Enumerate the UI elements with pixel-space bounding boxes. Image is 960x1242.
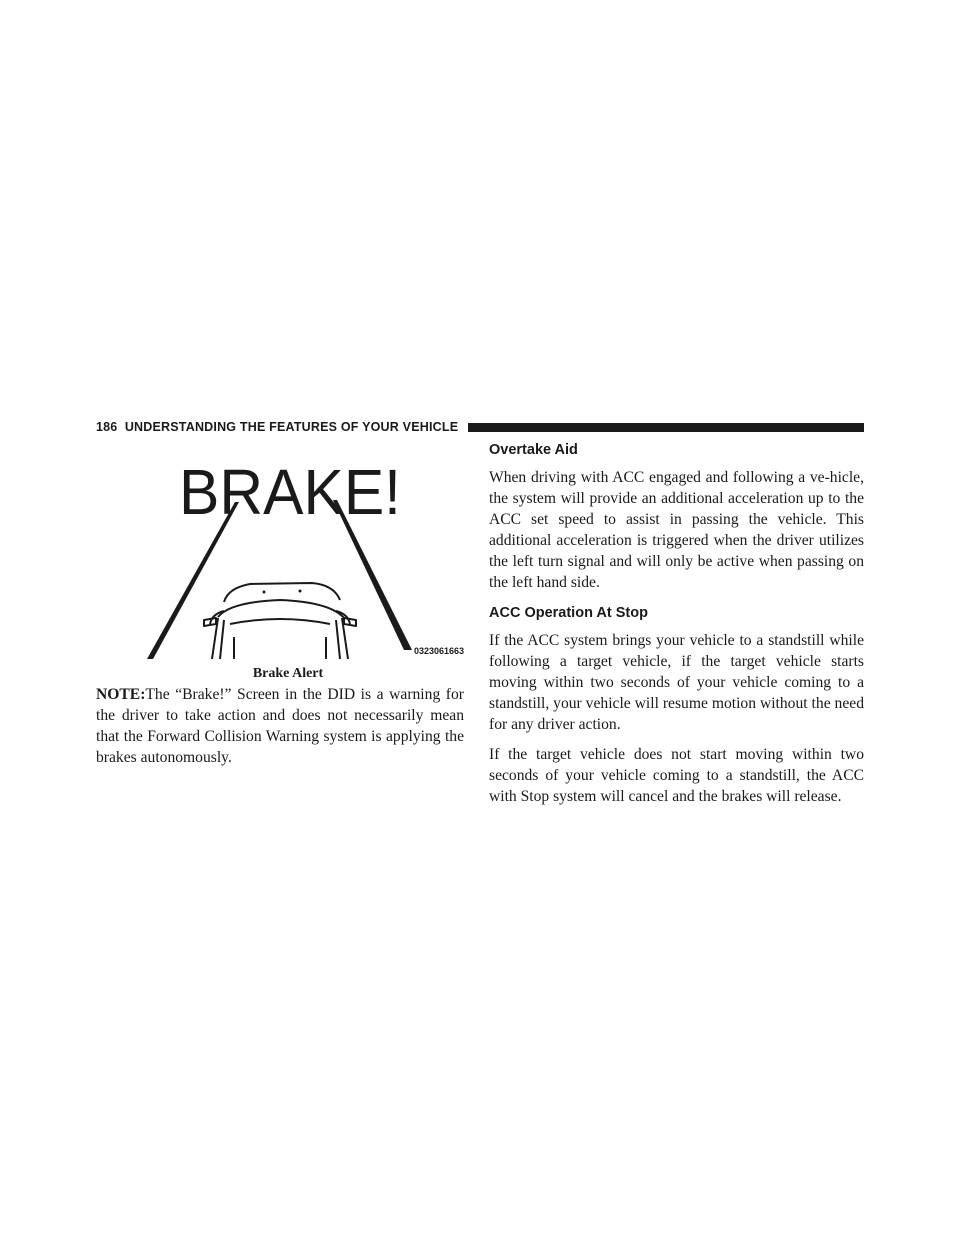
- brake-alert-figure: [140, 452, 474, 664]
- figure-caption: Brake Alert: [252, 666, 324, 681]
- section-title: UNDERSTANDING THE FEATURES OF YOUR VEHICLE: [124, 420, 459, 434]
- header-rule: [468, 423, 864, 432]
- paragraph-overtake-aid: When driving with ACC engaged and following a ve-hicle, the system will provide an additional acceleration up to the ACC set speed to assist in passing the vehicle. This additional acceleration is triggered when the driver utilizes the left turn signal and will only be active when passing on the left hand side.: [489, 469, 864, 591]
- page-header: [96, 416, 864, 438]
- brake-display-text: BRAKE!: [179, 456, 401, 528]
- note-label: NOTE:: [96, 686, 146, 703]
- right-column: [489, 442, 864, 807]
- heading-overtake-aid: Overtake Aid: [489, 442, 578, 458]
- heading-acc-stop: ACC Operation At Stop: [489, 605, 648, 621]
- car-detail-dot-left: [263, 591, 266, 594]
- note-text: The “Brake!” Screen in the DID is a warning for the driver to take action and does not necessarily mean that the Forward Collision Warning system is applying the brakes autonomously.: [96, 686, 464, 766]
- paragraph-acc-stop-2: If the target vehicle does not start moving within two seconds of your vehicle coming to a standstill, the ACC with Stop system will cancel and the brakes will release.: [489, 746, 864, 805]
- header-text: [96, 420, 458, 434]
- car-detail-dot-right: [299, 590, 302, 593]
- paragraph-acc-stop-1: If the ACC system brings your vehicle to a standstill while following a target vehicle, if the target vehicle starts moving within two seconds of your vehicle coming to a standstill, your vehicle will resume motion without the need for any driver action.: [489, 632, 864, 733]
- page-number: 186: [96, 420, 118, 434]
- brake-alert-illustration: [140, 452, 474, 664]
- car-icon: [204, 583, 356, 659]
- figure-code: 0323061663: [414, 646, 465, 656]
- note-paragraph: [96, 684, 464, 768]
